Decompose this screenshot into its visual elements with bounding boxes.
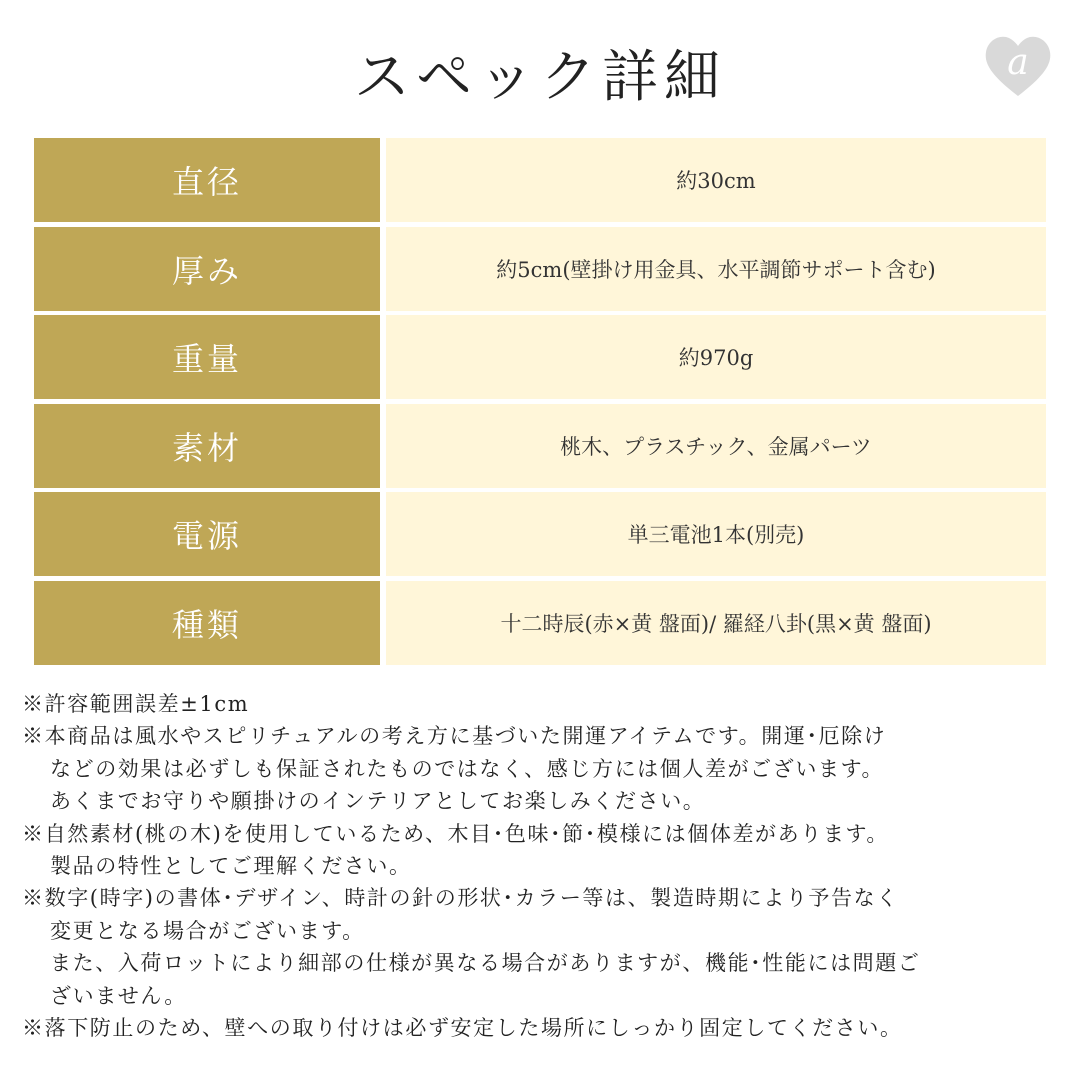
spec-label: 素材 [34, 404, 380, 488]
spec-row-diameter [34, 138, 1046, 222]
spec-value: 十二時辰(赤×黄 盤面)/ 羅経八卦(黒×黄 盤面) [386, 581, 1046, 665]
note-line: ※自然素材(桃の木)を使用しているため、木目･色味･節･模様には個体差があります。 [22, 821, 889, 846]
notes-section [22, 688, 1062, 1044]
spec-row-power [34, 492, 1046, 576]
spec-label: 種類 [34, 581, 380, 665]
spec-row-type [34, 581, 1046, 665]
spec-row-weight [34, 315, 1046, 399]
note-line: ※数字(時字)の書体･デザイン、時計の針の形状･カラー等は、製造時期により予告なく [22, 886, 899, 911]
spec-value: 単三電池1本(別売) [386, 492, 1046, 576]
note-line: ※許容範囲誤差±1cm [22, 692, 250, 716]
note-line: ざいません。 [50, 983, 187, 1008]
spec-value: 桃木、プラスチック、金属パーツ [386, 404, 1046, 488]
note-line: また、入荷ロットにより細部の仕様が異なる場合がありますが、機能･性能には問題ご [50, 951, 921, 976]
note-line: 変更となる場合がございます。 [50, 918, 365, 943]
spec-row-thickness [34, 227, 1046, 311]
logo-letter: a [1007, 42, 1029, 83]
page-title: スペック詳細 [354, 45, 726, 110]
spec-label: 電源 [34, 492, 380, 576]
note-line: ※本商品は風水やスピリチュアルの考え方に基づいた開運アイテムです。開運･厄除け [22, 724, 887, 749]
spec-label: 厚み [34, 227, 380, 311]
spec-value: 約970g [386, 315, 1046, 399]
note-line: 製品の特性としてご理解ください。 [50, 853, 412, 878]
spec-table [34, 138, 1046, 670]
note-line: ※落下防止のため、壁への取り付けは必ず安定した場所にしっかり固定してください。 [22, 1015, 903, 1040]
spec-label: 直径 [34, 138, 380, 222]
note-line: あくまでお守りや願掛けのインテリアとしてお楽しみください。 [50, 789, 706, 814]
heart-a-logo-icon [982, 30, 1054, 102]
spec-row-material [34, 404, 1046, 488]
spec-value: 約30cm [386, 138, 1046, 222]
spec-value: 約5cm(壁掛け用金具、水平調節サポート含む) [386, 227, 1046, 311]
spec-label: 重量 [34, 315, 380, 399]
note-line: などの効果は必ずしも保証されたものではなく、感じ方には個人差がございます。 [50, 756, 885, 781]
